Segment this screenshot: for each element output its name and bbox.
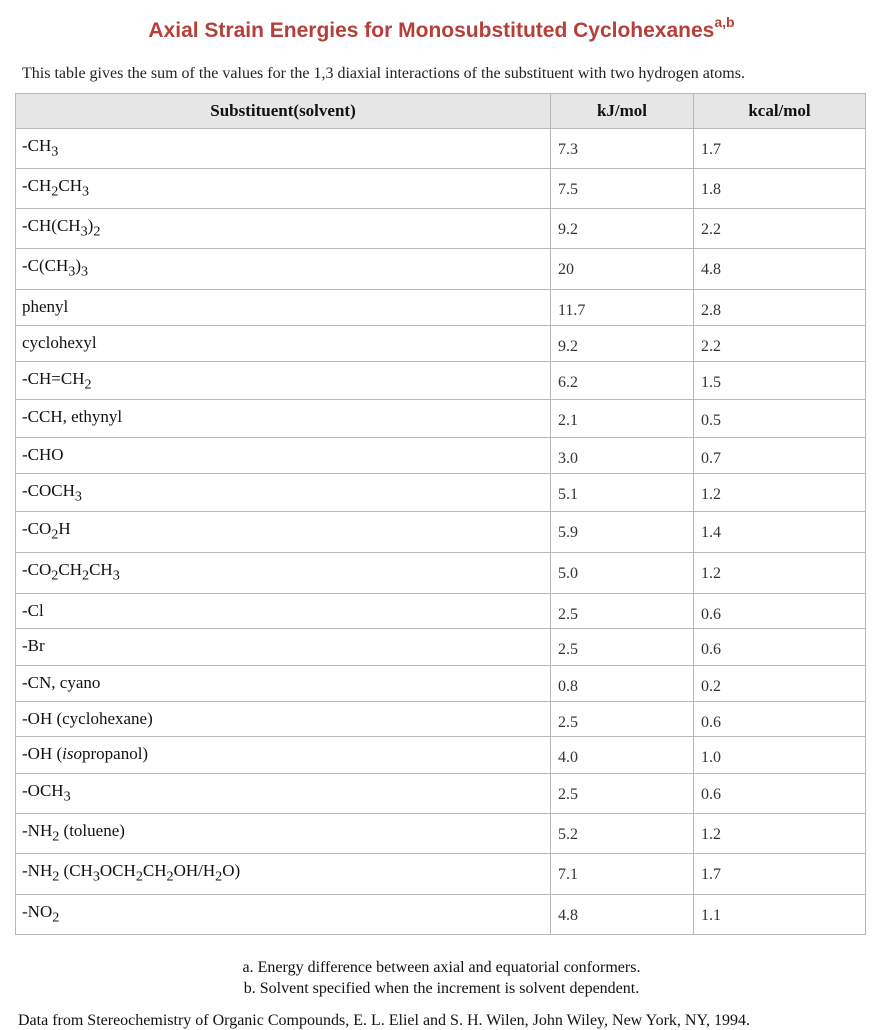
kcal-cell: 1.0 <box>694 737 866 774</box>
table-row <box>16 774 866 814</box>
kj-cell: 2.5 <box>551 702 694 737</box>
substituent-cell: $-CH(CH_3)_2$ <box>16 209 551 249</box>
substituent-cell: $-C(CH_3)_3$ <box>16 249 551 290</box>
kj-cell: 11.7 <box>551 290 694 326</box>
header-kj: kJ/mol <box>551 94 694 129</box>
header-kcal: kcal/mol <box>694 94 866 129</box>
kcal-cell: 1.8 <box>694 169 866 209</box>
kj-cell: 5.1 <box>551 474 694 512</box>
table-row <box>16 854 866 895</box>
table-body <box>16 129 866 935</box>
kj-cell: 6.2 <box>551 362 694 400</box>
substituent-cell: $-OCH_3$ <box>16 774 551 814</box>
kcal-cell: 0.2 <box>694 666 866 702</box>
table-row <box>16 438 866 474</box>
substituent-cell: -OH (isopropanol) <box>16 737 551 774</box>
substituent-cell: phenyl <box>16 290 551 326</box>
kcal-cell: 0.7 <box>694 438 866 474</box>
table-row <box>16 629 866 666</box>
page-title: Axial Strain Energies for Monosubstituted Cyclohexanes$^{a,b}$ <box>148 14 735 42</box>
table-row <box>16 400 866 438</box>
strain-energy-table <box>15 93 866 935</box>
kcal-cell: 0.6 <box>694 629 866 666</box>
source-citation: Data from Stereochemistry of Organic Compounds, E. L. Eliel and S. H. Wilen, John Wiley, New York, NY, 1994. <box>18 1012 750 1029</box>
kcal-cell: 2.8 <box>694 290 866 326</box>
table-row <box>16 702 866 737</box>
table-row <box>16 249 866 290</box>
table-row <box>16 290 866 326</box>
kj-cell: 4.8 <box>551 895 694 935</box>
kj-cell: 2.5 <box>551 594 694 629</box>
kj-cell: 9.2 <box>551 209 694 249</box>
kj-cell: 4.0 <box>551 737 694 774</box>
kcal-cell: 1.5 <box>694 362 866 400</box>
kcal-cell: 0.6 <box>694 594 866 629</box>
substituent-cell: $-CH_2CH_3$ <box>16 169 551 209</box>
table-row <box>16 129 866 169</box>
kj-cell: 20 <box>551 249 694 290</box>
kj-cell: 2.1 <box>551 400 694 438</box>
kcal-cell: 1.2 <box>694 553 866 594</box>
kj-cell: 9.2 <box>551 326 694 362</box>
kcal-cell: 0.6 <box>694 774 866 814</box>
substituent-cell: $-CO_2CH_2CH_3$ <box>16 553 551 594</box>
substituent-cell: $-COCH_3$ <box>16 474 551 512</box>
kj-cell: 2.5 <box>551 774 694 814</box>
header-substituent: Substituent(solvent) <box>16 94 551 129</box>
substituent-cell: -CCH, ethynyl <box>16 400 551 438</box>
substituent-cell: $-CH=CH_2$ <box>16 362 551 400</box>
table-row <box>16 553 866 594</box>
table-row <box>16 474 866 512</box>
kj-cell: 2.5 <box>551 629 694 666</box>
kcal-cell: 4.8 <box>694 249 866 290</box>
substituent-cell: -CHO <box>16 438 551 474</box>
kj-cell: 7.1 <box>551 854 694 895</box>
kcal-cell: 2.2 <box>694 326 866 362</box>
table-row <box>16 895 866 935</box>
table-header-row <box>16 94 866 129</box>
kcal-cell: 1.2 <box>694 814 866 854</box>
table-row <box>16 737 866 774</box>
substituent-cell: $-CO_2H$ <box>16 512 551 553</box>
title-superscript: a,b <box>714 14 735 30</box>
kj-cell: 0.8 <box>551 666 694 702</box>
table-row <box>16 814 866 854</box>
table-row <box>16 512 866 553</box>
kcal-cell: 1.4 <box>694 512 866 553</box>
table-row <box>16 666 866 702</box>
footnotes <box>0 957 883 999</box>
substituent-cell: $-NO_2$ <box>16 895 551 935</box>
kcal-cell: 1.7 <box>694 129 866 169</box>
kcal-cell: 1.2 <box>694 474 866 512</box>
footnote-b: b. Solvent specified when the increment is solvent dependent. <box>243 980 640 997</box>
table-row <box>16 362 866 400</box>
substituent-cell: -Cl <box>16 594 551 629</box>
kcal-cell: 1.1 <box>694 895 866 935</box>
substituent-cell: $-NH_2$ $(CH_3OCH_2CH_2OH/H_2O)$ <box>16 854 551 895</box>
intro-text: This table gives the sum of the values for the 1,3 diaxial interactions of the substituent with two hydrogen atoms. <box>22 65 745 82</box>
kj-cell: 5.9 <box>551 512 694 553</box>
kcal-cell: 0.6 <box>694 702 866 737</box>
kcal-cell: 1.7 <box>694 854 866 895</box>
substituent-cell: cyclohexyl <box>16 326 551 362</box>
table-row <box>16 169 866 209</box>
substituent-cell: -Br <box>16 629 551 666</box>
table-row <box>16 326 866 362</box>
substituent-cell: $-CH_3$ <box>16 129 551 169</box>
kj-cell: 3.0 <box>551 438 694 474</box>
kj-cell: 7.5 <box>551 169 694 209</box>
table-row <box>16 594 866 629</box>
table-row <box>16 209 866 249</box>
substituent-cell: -OH (cyclohexane) <box>16 702 551 737</box>
kj-cell: 5.2 <box>551 814 694 854</box>
kj-cell: 5.0 <box>551 553 694 594</box>
substituent-cell: -CN, cyano <box>16 666 551 702</box>
kcal-cell: 2.2 <box>694 209 866 249</box>
kj-cell: 7.3 <box>551 129 694 169</box>
footnote-a: a. Energy difference between axial and equatorial conformers. <box>242 959 641 976</box>
substituent-cell: $-NH_2$ (toluene) <box>16 814 551 854</box>
kcal-cell: 0.5 <box>694 400 866 438</box>
